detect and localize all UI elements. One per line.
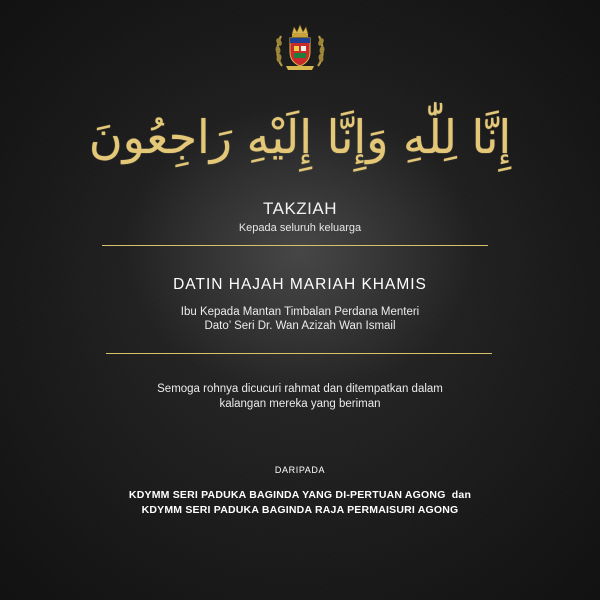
card-subtitle: Kepada seluruh keluarga xyxy=(238,222,362,234)
gold-divider-top xyxy=(102,245,488,246)
relation-line-2: Dato’ Seri Dr. Wan Azizah Wan Ismail xyxy=(204,320,396,332)
from-label: DARIPADA xyxy=(274,465,326,475)
arabic-calligraphy: إِنَّا لِلّٰهِ وَإِنَّا إِلَيْهِ رَاجِعُونَ xyxy=(88,110,512,164)
sender-line-2: KDYMM SERI PADUKA BAGINDA RAJA PERMAISURI AGONG xyxy=(141,504,459,516)
prayer-line-2: kalangan mereka yang beriman xyxy=(219,398,381,410)
gold-divider-bottom xyxy=(106,353,492,354)
national-crest-icon xyxy=(272,22,328,72)
deceased-name: DATIN HAJAH MARIAH KHAMIS xyxy=(173,276,427,293)
prayer-line-1: Semoga rohnya dicucuri rahmat dan ditempatkan dalam xyxy=(157,383,443,395)
relation-line-1: Ibu Kepada Mantan Timbalan Perdana Menteri xyxy=(180,306,420,318)
card-title: TAKZIAH xyxy=(262,199,338,218)
sender-line-1: KDYMM SERI PADUKA BAGINDA YANG DI-PERTUAN AGONG dan xyxy=(128,489,472,501)
